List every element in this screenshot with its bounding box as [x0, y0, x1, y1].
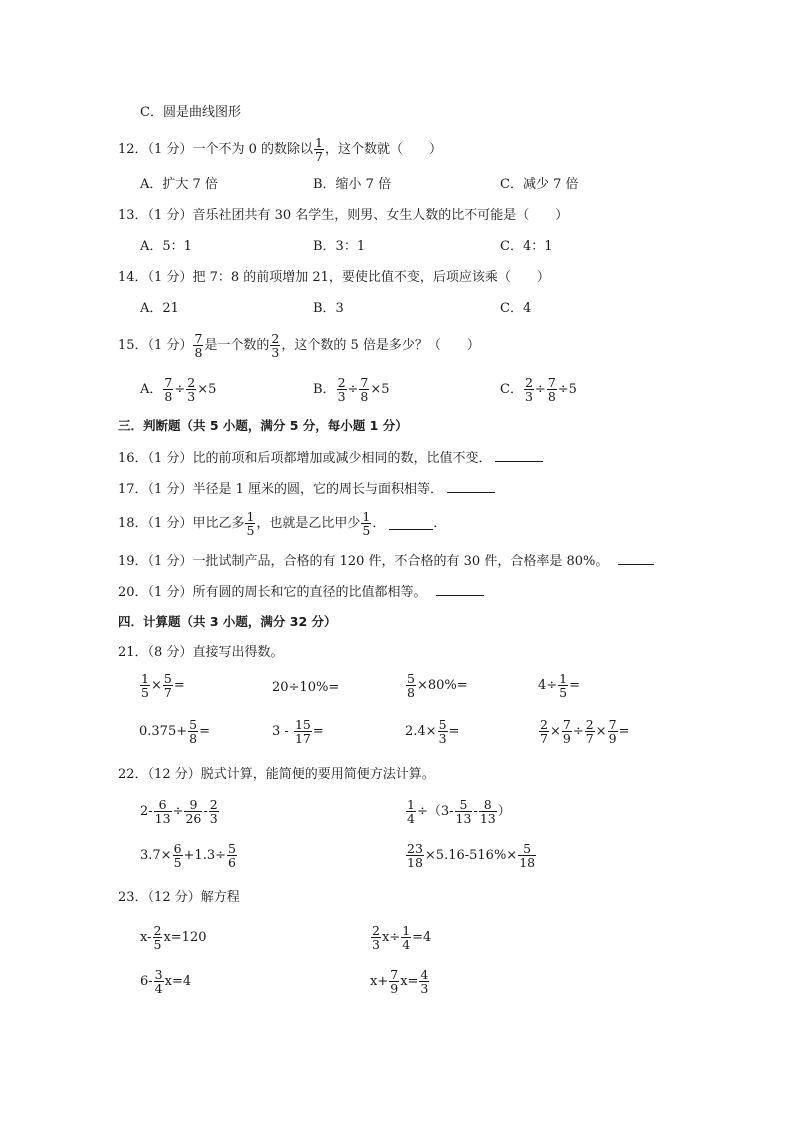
q19-text: 19．（1 分）一批试制产品，合格的有 120 件，不合格的有 30 件，合格率是 80%。 [118, 554, 609, 569]
fraction [401, 924, 411, 951]
q21-r2c2 [272, 718, 324, 745]
q15-fraction-2 [270, 332, 280, 359]
operator: ÷ [534, 381, 546, 397]
frac-den: 9 [562, 731, 571, 746]
frac-den: 13 [455, 811, 472, 826]
frac-den: 7 [540, 731, 548, 746]
frac-num: 2 [524, 375, 533, 390]
frac-num: 2 [209, 797, 218, 812]
frac-den: 8 [407, 685, 415, 700]
frac-num: 5 [438, 717, 447, 732]
frac-num: 1 [141, 671, 149, 686]
q15-suffix: ，这个数的 5 倍是多少？（ ） [281, 337, 480, 353]
frac-den: 5 [246, 523, 255, 538]
q17-question [118, 480, 495, 498]
fraction [163, 672, 173, 699]
frac-den: 8 [360, 389, 369, 404]
option-label: A． [140, 381, 163, 397]
fraction [419, 968, 429, 995]
frac-den: 7 [163, 685, 172, 700]
frac-den: 7 [314, 149, 323, 164]
operator: ÷5 [557, 381, 577, 397]
fraction [562, 718, 572, 745]
fraction [184, 798, 202, 825]
frac-num: 6 [173, 841, 182, 856]
option-label: C． [500, 381, 523, 397]
frac-den: 3 [524, 389, 533, 404]
q21-r2c3 [405, 718, 459, 745]
frac-num: 6 [158, 797, 167, 812]
frac-den: 6 [228, 855, 236, 870]
operator: ÷（3- [416, 803, 454, 819]
q11-option-c: C．圆是曲线图形 [140, 105, 241, 120]
q21-question: 21．（8 分）直接写出得数。 [118, 645, 284, 660]
q23-e3 [140, 968, 191, 995]
q12-option-c: C．减少 7 倍 [500, 177, 579, 192]
frac-den: 9 [608, 731, 617, 746]
q20-text: 20．（1 分）所有圆的周长和它的直径的比值都相等。 [118, 585, 427, 600]
fraction [188, 718, 198, 745]
q15-fraction-1 [193, 332, 203, 359]
frac-den: 13 [479, 811, 496, 826]
frac-num: 9 [189, 797, 198, 812]
operator: × [549, 723, 561, 739]
frac-num: 5 [228, 841, 236, 856]
q17-text: 17．（1 分）半径是 1 厘米的圆，它的周长与面积相等． [118, 482, 443, 497]
fraction [389, 968, 399, 995]
q21-r1c1 [139, 672, 185, 699]
frac-num: 2 [187, 375, 196, 390]
frac-num: 5 [163, 671, 172, 686]
frac-den: 3 [420, 981, 429, 996]
frac-den: 3 [337, 389, 346, 404]
q15-option-b [313, 376, 390, 403]
equals: = [173, 677, 185, 693]
frac-num: 5 [459, 797, 468, 812]
frac-den: 7 [585, 731, 594, 746]
operator: × [150, 677, 162, 693]
q22-e4 [405, 842, 537, 869]
frac-den: 5 [559, 685, 568, 700]
q15-option-c [500, 376, 577, 403]
frac-num: 2 [337, 375, 346, 390]
frac-num: 7 [547, 375, 556, 390]
frac-den: 13 [154, 811, 171, 826]
q21-r1c3 [405, 672, 468, 699]
fraction [371, 924, 381, 951]
q12-suffix: ，这个数就（ ） [324, 141, 442, 157]
section-4-title: 四．计算题（共 3 小题，满分 32 分） [118, 614, 337, 629]
frac-num: 8 [483, 797, 492, 812]
operator: ÷ [572, 723, 584, 739]
q15-mid: 是一个数的 [204, 337, 270, 353]
equals: = [312, 723, 324, 739]
frac-den: 5 [141, 685, 149, 700]
q21-r2c4 [538, 718, 629, 745]
operand: =4 [412, 929, 432, 945]
fraction [539, 718, 549, 745]
q13-option-c: C．4：1 [500, 239, 553, 254]
fraction [406, 798, 416, 825]
frac-num: 23 [407, 841, 423, 856]
frac-num: 7 [164, 375, 173, 390]
q12-fraction [314, 136, 324, 163]
equals: = [569, 677, 581, 693]
fraction [209, 798, 219, 825]
fraction [518, 842, 536, 869]
answer-blank[interactable] [447, 480, 495, 493]
fraction [154, 968, 164, 995]
equals: = [448, 723, 460, 739]
q23-e4 [370, 968, 430, 995]
frac-num: 2 [585, 717, 594, 732]
frac-num: 7 [608, 717, 617, 732]
fraction [153, 924, 163, 951]
operator: ×5.16-516%× [424, 847, 518, 863]
frac-den: 8 [189, 731, 198, 746]
q14-option-b: B．3 [313, 301, 344, 316]
frac-den: 17 [294, 731, 311, 746]
answer-blank[interactable] [618, 552, 654, 565]
fraction [337, 376, 347, 403]
operator: - [203, 803, 208, 819]
operator: ÷ [172, 803, 184, 819]
frac-num: 1 [407, 797, 415, 812]
frac-den: 5 [362, 523, 371, 538]
frac-num: 15 [294, 717, 311, 732]
q13-option-b: B．3：1 [313, 239, 366, 254]
q22-question: 22．（12 分）脱式计算，能简便的要用简便方法计算。 [118, 767, 435, 782]
q13-option-a: A．5：1 [140, 239, 192, 254]
q13-question: 13．（1 分）音乐社团共有 30 名学生，则男、女生人数的比不可能是（ ） [118, 208, 569, 223]
q19-question [118, 552, 654, 570]
answer-blank[interactable] [495, 449, 543, 462]
frac-num: 1 [362, 509, 371, 524]
frac-den: 4 [407, 811, 415, 826]
frac-num: 5 [407, 671, 415, 686]
frac-num: 2 [540, 717, 548, 732]
operand: x+ [370, 973, 389, 989]
frac-num: 2 [271, 331, 280, 346]
operator: ×5 [370, 381, 390, 397]
q23-question: 23．（12 分）解方程 [118, 890, 240, 905]
q14-question: 14．（1 分）把 7：8 的前项增加 21，要使比值不变，后项应该乘（ ） [118, 270, 550, 285]
q16-text: 16．（1 分）比的前项和后项都增加或减少相同的数，比值不变． [118, 451, 492, 466]
q21-r1c2: 20÷10%= [272, 680, 340, 695]
q18-dot: ． [372, 515, 386, 531]
frac-num: 2 [153, 923, 162, 938]
frac-num: 7 [390, 967, 399, 982]
operator: ） [497, 803, 511, 819]
equals: = [199, 723, 210, 739]
operator: ÷ [347, 381, 359, 397]
frac-den: 3 [187, 389, 196, 404]
fraction [585, 718, 595, 745]
fraction [547, 376, 557, 403]
q14-option-a: A．21 [140, 301, 179, 316]
frac-den: 26 [185, 811, 202, 826]
answer-blank[interactable] [436, 583, 484, 596]
frac-den: 5 [153, 937, 162, 952]
q15-prefix: 15．（1 分） [118, 337, 193, 353]
q15-question [118, 332, 480, 359]
q18-fraction-1 [245, 510, 255, 537]
operand: 0.375+ [139, 723, 188, 739]
q12-option-a: A．扩大 7 倍 [140, 177, 218, 192]
fraction [359, 376, 369, 403]
q12-prefix: 12．（1 分）一个不为 0 的数除以 [118, 141, 313, 157]
option-label: B． [313, 381, 336, 397]
q22-e1 [140, 798, 220, 825]
operator: ×5 [197, 381, 217, 397]
fraction [406, 672, 416, 699]
fraction [479, 798, 497, 825]
operand: 3 - [272, 723, 293, 739]
fraction [438, 718, 448, 745]
q14-option-c: C．4 [500, 301, 532, 316]
frac-num: 1 [559, 671, 568, 686]
q22-e2 [405, 798, 511, 825]
fraction [186, 376, 196, 403]
q16-question [118, 449, 543, 467]
operator: × [595, 723, 607, 739]
frac-den: 9 [390, 981, 399, 996]
frac-den: 18 [519, 855, 536, 870]
fraction [455, 798, 473, 825]
frac-den: 3 [209, 811, 218, 826]
q20-question [118, 583, 484, 601]
q18-prefix: 18．（1 分）甲比乙多 [118, 515, 245, 531]
frac-num: 1 [314, 135, 323, 150]
operand: 6- [140, 973, 153, 989]
fraction [154, 798, 172, 825]
q23-e1 [140, 924, 207, 951]
q12-question [118, 136, 442, 163]
q12-option-b: B．缩小 7 倍 [313, 177, 392, 192]
frac-den: 4 [402, 937, 411, 952]
frac-den: 8 [194, 345, 203, 360]
frac-num: 1 [246, 509, 255, 524]
operator: x÷ [381, 929, 401, 945]
operator: ×80%= [416, 677, 468, 693]
q21-r2c1 [139, 718, 210, 745]
operand: x=120 [163, 929, 207, 945]
frac-num: 7 [360, 375, 369, 390]
section-3-title: 三．判断题（共 5 小题，满分 5 分，每小题 1 分） [118, 418, 408, 433]
fraction [294, 718, 312, 745]
frac-num: 3 [154, 967, 163, 982]
operand: 3.7× [140, 847, 172, 863]
operand: 4÷ [538, 677, 558, 693]
q18-fraction-2 [361, 510, 371, 537]
fraction [173, 842, 183, 869]
frac-den: 3 [438, 731, 447, 746]
operand: 2- [140, 803, 153, 819]
frac-num: 1 [402, 923, 411, 938]
answer-blank[interactable] [389, 517, 433, 530]
operand: 2.4× [405, 723, 437, 739]
frac-den: 3 [372, 937, 380, 952]
frac-num: 5 [189, 717, 198, 732]
operator: - [473, 803, 478, 819]
q18-question [118, 510, 446, 537]
frac-num: 2 [372, 923, 380, 938]
frac-den: 4 [154, 981, 163, 996]
frac-den: 8 [547, 389, 556, 404]
frac-den: 3 [271, 345, 280, 360]
frac-num: 7 [562, 717, 571, 732]
operand: x- [140, 929, 152, 945]
q18-mid: ，也就是乙比甲少 [256, 515, 361, 531]
fraction [608, 718, 618, 745]
frac-den: 18 [407, 855, 423, 870]
operator: x= [400, 973, 419, 989]
operand: x=4 [164, 973, 192, 989]
fraction [140, 672, 150, 699]
frac-num: 7 [194, 331, 203, 346]
fraction [163, 376, 173, 403]
fraction [227, 842, 237, 869]
frac-den: 5 [173, 855, 182, 870]
equals: = [618, 723, 630, 739]
operator: ÷ [174, 381, 186, 397]
fraction [524, 376, 534, 403]
frac-den: 8 [164, 389, 173, 404]
fraction [406, 842, 424, 869]
q15-option-a [140, 376, 216, 403]
q22-e3 [140, 842, 238, 869]
fraction [558, 672, 568, 699]
q18-end-dot: ． [433, 515, 447, 531]
q21-r1c4 [538, 672, 580, 699]
operator: +1.3÷ [183, 847, 226, 863]
frac-num: 5 [523, 841, 532, 856]
q23-e2 [370, 924, 431, 951]
frac-num: 4 [420, 967, 429, 982]
